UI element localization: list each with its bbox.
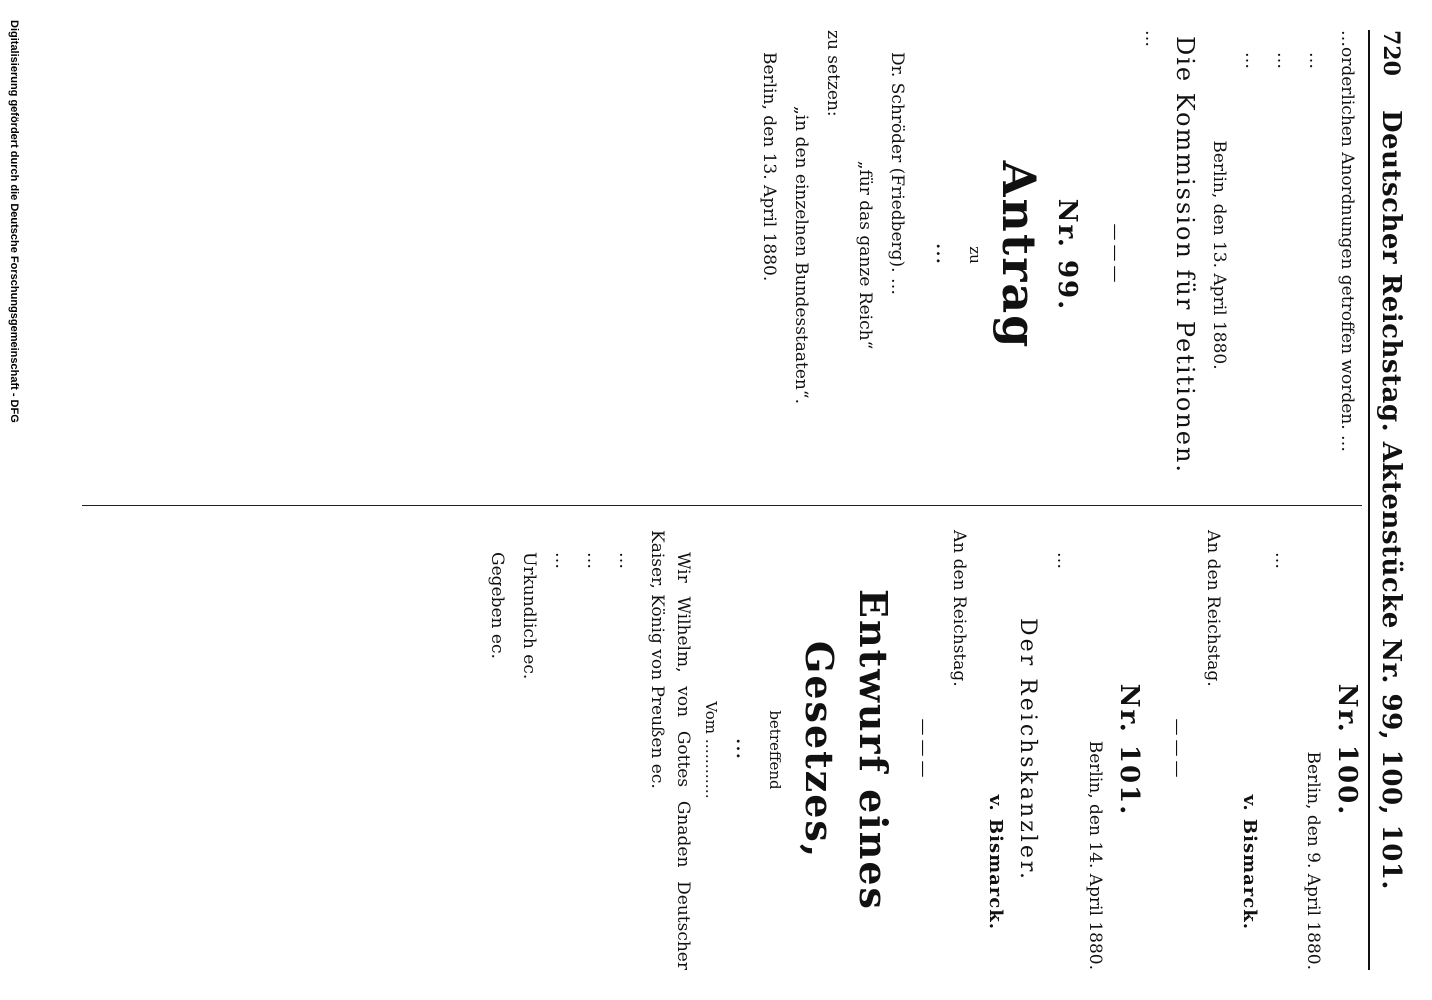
running-title: Deutscher Reichstag. Aktenstücke Nr. 99, 100, 101. [1376,109,1406,890]
quote: „für das ganze Reich“ [855,160,875,350]
antrag-heading: Antrag [992,160,1046,350]
commission-members: … [1141,30,1161,47]
article: … [551,552,571,569]
article: … [583,552,603,569]
betreffend-label: betreffend [766,710,784,790]
reichskanzler-title: Der Reichskanzler. [1015,618,1040,882]
addressee: An den Reichstag. [949,530,969,687]
page-header [1368,30,1410,970]
paragraph: … [1273,52,1293,69]
signature: v. Bismarck. [985,794,1006,930]
closing-line: Gegeben ec. [487,552,507,659]
date-line: Berlin, den 13. April 1880. [759,52,779,282]
quote-tail: zu setzen: [823,30,843,117]
separator: ——— [1167,718,1187,782]
entwurf-heading: Entwurf eines Gesetzes, [797,589,896,911]
separator: ——— [1105,223,1125,287]
motion-body: Dr. Schröder (Friedberg). … [887,52,907,295]
digitization-note: Digitalisierung gefördert durch die Deutsche Forschungsgemeinschaft - DFG [8,20,20,423]
signature: v. Bismarck. [1239,794,1260,930]
entwurf-subject: … [731,737,756,763]
preamble: Wir Wilhelm, von Gottes Gnaden Deutscher Kaiser, König von Preußen ec. [647,530,693,970]
enacting-clause: … [615,552,635,569]
right-column [478,530,1360,970]
letter-body: … [1053,552,1073,569]
zu-label: zu [966,246,984,264]
quote: „in den einzelnen Bundesstaaten“. [791,106,811,404]
left-column [750,30,1360,480]
date-line: Berlin, den 9. April 1880. [1303,751,1323,970]
date-line: Berlin, den 14. April 1880. [1085,740,1105,970]
page-number: 720 [1378,30,1404,76]
closing-line: Urkundlich ec. [519,552,539,680]
date-line: Berlin, den 13. April 1880. [1209,140,1229,370]
paragraph: … [1241,52,1261,69]
intro-paragraph: …orderlichen Anordnungen getroffen worden. … [1337,30,1357,453]
document-number: Nr. 99. [1052,198,1082,312]
commission-heading: Die Kommission für Petitionen. [1171,35,1199,475]
document-number: Nr. 100. [1332,683,1362,817]
vom-line: Vom ………… [702,701,720,799]
separator: ——— [913,718,933,782]
document-number: Nr. 101. [1114,683,1144,817]
letter-body: … [1271,552,1291,569]
column-divider [82,505,1362,506]
paragraph: … [1305,52,1325,69]
motion-subject: … [931,242,956,268]
addressee: An den Reichstag. [1203,530,1223,687]
